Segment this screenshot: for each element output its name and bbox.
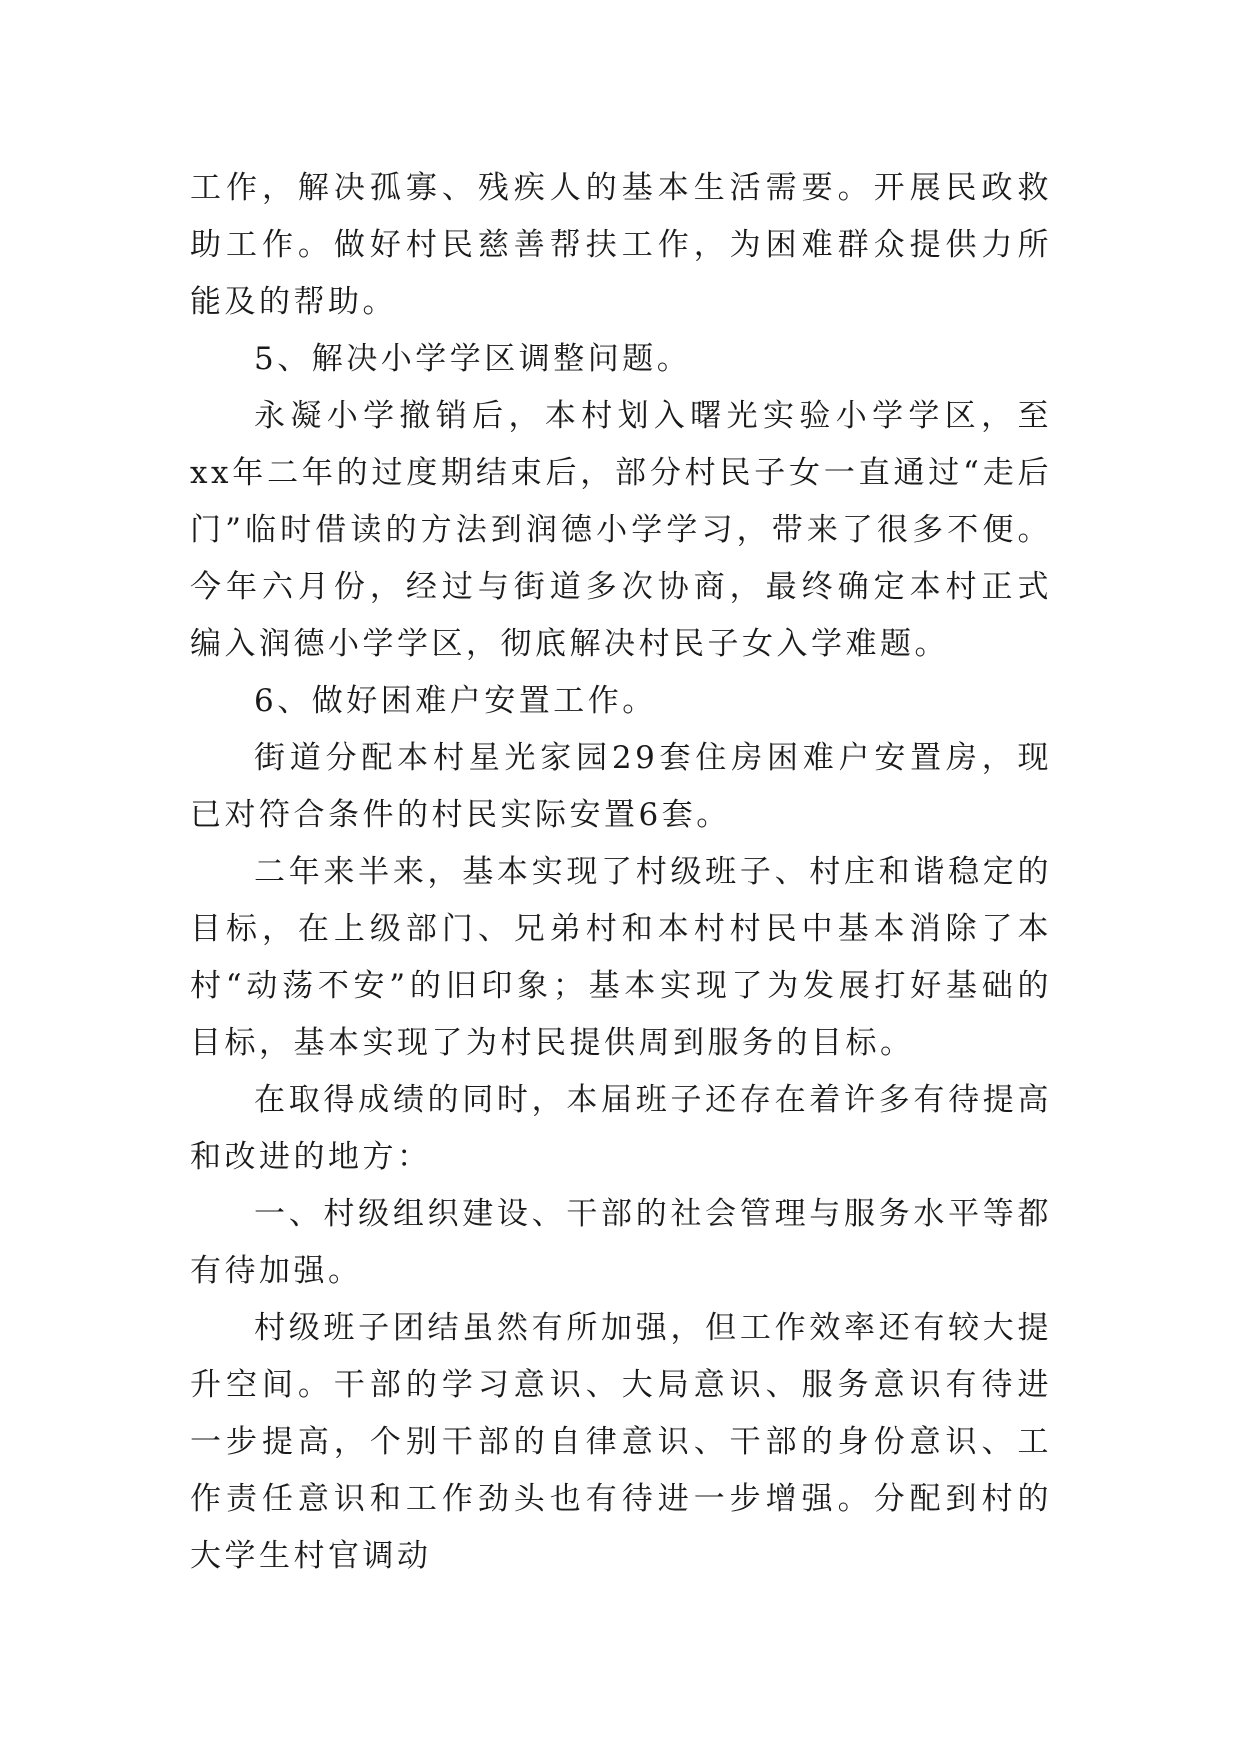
paragraph-5: 街道分配本村星光家园29套住房困难户安置房，现已对符合条件的村民实际安置6套。 [190,740,1052,833]
paragraph-1: 工作，解决孤寡、残疾人的基本生活需要。开展民政救助工作。做好村民慈善帮扶工作，为困难群众提供力所能及的帮助。 [190,170,1052,320]
paragraph-8: 一、村级组织建设、干部的社会管理与服务水平等都有待加强。 [190,1196,1052,1289]
paragraph-6: 二年来半来，基本实现了村级班子、村庄和谐稳定的目标，在上级部门、兄弟村和本村村民中基本消除了本村“动荡不安”的旧印象；基本实现了为发展打好基础的目标，基本实现了为村民提供周到服务的目标。 [190,854,1052,1061]
paragraph-9: 村级班子团结虽然有所加强，但工作效率还有较大提升空间。干部的学习意识、大局意识、服务意识有待进一步提高，个别干部的自律意识、干部的身份意识、工作责任意识和工作劲头也有待进一步增强。分配到村的大学生村官调动 [190,1310,1052,1574]
paragraph-7: 在取得成绩的同时，本届班子还存在着许多有待提高和改进的地方： [190,1082,1052,1175]
paragraph-3: 永凝小学撤销后，本村划入曙光实验小学学区，至xx年二年的过度期结束后，部分村民子女一直通过“走后门”临时借读的方法到润德小学学习，带来了很多不便。今年六月份，经过与街道多次协商，最终确定本村正式编入润德小学学区，彻底解决村民子女入学难题。 [190,398,1052,662]
document-page [190,160,1052,1585]
paragraph-2: 5、解决小学学区调整问题。 [254,341,692,377]
paragraph-4: 6、做好困难户安置工作。 [254,683,657,719]
